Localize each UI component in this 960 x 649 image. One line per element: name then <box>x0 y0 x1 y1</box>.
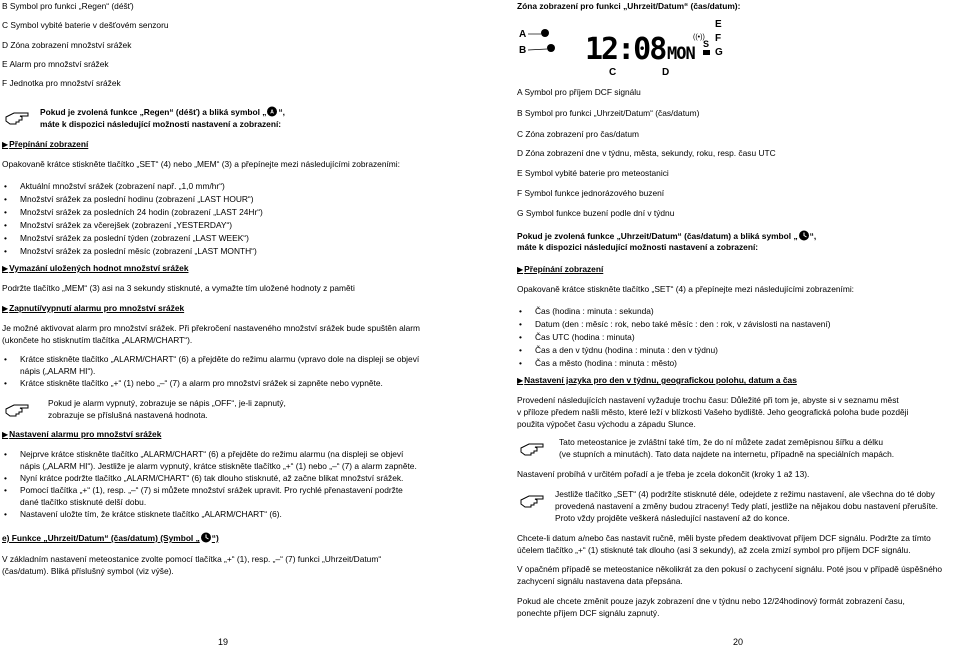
label-c: C <box>609 67 617 77</box>
legend-f: F Symbol funkce jednorázového buzení <box>517 188 665 198</box>
switch-item: • Čas a den v týdnu (hodina : minuta : den v týdnu) <box>535 345 718 356</box>
legend-e: E Alarm pro množství srážek <box>2 59 109 69</box>
label-b: B <box>519 45 527 56</box>
set-step-cont: dané tlačítko stisknuté delší dobu. <box>20 497 147 507</box>
search-text: zachycení signálu nastavena data přepsána. <box>517 576 683 586</box>
order-text: Nastavení probíhá v určitém pořadí a je třeba je zcela dokončit (kroky 1 až 13). <box>517 469 810 479</box>
switch-item: • Množství srážek za včerejšek (zobrazení „YESTERDAY“) <box>20 220 232 231</box>
section-alarm-toggle: ▶ Zapnutí/vypnutí alarmu pro množství srážek <box>2 303 184 315</box>
alarm-step-cont: nápis („ALARM HI“). <box>20 366 96 376</box>
clock-symbol-icon <box>200 532 212 543</box>
lcd-s: S <box>703 39 710 49</box>
set-step: • Nyní krátce podržte tlačítko „ALARM/CHART“ (6) tak dlouho stisknuté, až začne blikat množství srážek. <box>20 473 403 484</box>
set-step: • Nastavení uložte tím, že krátce stisknete tlačítko „ALARM/CHART“ (6). <box>20 509 282 520</box>
set-note: Jestliže tlačítko „SET“ (4) podržíte stisknuté déle, odejdete z režimu nastavení, ale všechna do té doby <box>555 489 935 499</box>
alarm-step: • Krátce stiskněte tlačítko „+“ (1) nebo „–“ (7) a alarm pro množství srážek si zapněte nebo vypněte. <box>20 378 383 389</box>
lcd-time: 12:08 <box>585 32 666 67</box>
alarm-text: Je možné aktivovat alarm pro množství srážek. Při překročení nastaveného množství srážek bude spuštěn alarm <box>2 323 421 333</box>
label-f: F <box>715 33 722 44</box>
legend-d: D Zóna zobrazení množství srážek <box>2 40 132 50</box>
clock-symbol-icon <box>798 230 810 241</box>
hold-text: Chcete-li datum a/nebo čas nastavit ručně, měli byste předem deaktivovat příjem DCF signálu. Podržte za tímto <box>517 533 931 543</box>
time-date-text-2: (čas/datum). Bliká příslušný symbol (viz výše). <box>2 566 174 576</box>
note-regen: Pokud je zvolená funkce „Regen“ (déšť) a bliká symbol „ A “, <box>40 107 285 117</box>
pointing-hand-icon <box>4 108 32 126</box>
time-date-text: V základním nastavení meteostanice zvolte pomocí tlačítka „+“ (1), resp. „–“ (7) funkci „Uhrzeit/Datum“ <box>2 554 382 564</box>
lang-text: Provedení následujících nastavení vyžaduje trochu času: Důležité při tom je, abyste si v seznamu měst <box>517 395 899 405</box>
label-a: A <box>519 29 527 40</box>
switch-item: • Aktuální množství srážek (zobrazení např. „1,0 mm/hr“) <box>20 181 225 192</box>
end-text: Pokud ale chcete změnit pouze jazyk zobrazení dne v týdnu nebo 12/24hodinový formát zobrazení času, <box>517 596 905 606</box>
set-step: • Nejprve krátce stiskněte tlačítko „ALARM/CHART“ (6) a přejděte do režimu alarmu (na displeji se objeví <box>20 449 403 460</box>
pointing-hand-icon <box>4 400 32 418</box>
alarm-note-2: zobrazuje se příslušná nastavená hodnota. <box>48 410 208 420</box>
page-number: 20 <box>733 637 744 647</box>
lang-text: použita výpočet času východu a západu Slunce. <box>517 419 696 429</box>
svg-text:A: A <box>270 109 275 116</box>
switch-item: • Množství srážek za poslední hodinu (zobrazení „LAST HOUR“) <box>20 194 254 205</box>
search-text: V opačném případě se meteostanice několikrát za den pokusí o zachycení signálu. Poté jsou v případě úspěšného <box>517 564 943 574</box>
lcd-day: MON <box>667 44 695 64</box>
clear-instructions: Podržte tlačítko „MEM“ (3) asi na 3 sekundy stisknuté, a vymažte tím uložené hodnoty z paměti <box>2 283 355 293</box>
set-step-cont: nápis („ALARM HI“). Jestliže je alarm vypnutý, krátce stiskněte tlačítko „+“ (1) nebo „–“ (7) a alarm zapněte. <box>20 461 417 471</box>
legend-b: B Symbol pro funkci „Uhrzeit/Datum“ (čas/datum) <box>517 108 700 118</box>
alarm-note: Pokud je alarm vypnutý, zobrazuje se nápis „OFF“, je-li zapnutý, <box>48 398 286 408</box>
pointing-hand-icon <box>519 491 547 509</box>
switch-item: • Čas UTC (hodina : minuta) <box>535 332 635 343</box>
pointing-hand-icon <box>519 439 547 457</box>
legend-f: F Jednotka pro množství srážek <box>2 78 121 88</box>
label-g: G <box>715 47 723 58</box>
legend-b: B Symbol pro funkci „Regen“ (déšť) <box>2 1 134 11</box>
alarm-step: • Krátce stiskněte tlačítko „ALARM/CHART“ (6) a přejděte do režimu alarmu (vpravo dole na displeji se objeví <box>20 354 419 365</box>
note-time-date-2: máte k dispozici následující možnosti nastavení a zobrazení: <box>517 242 759 252</box>
legend-a: A Symbol pro příjem DCF signálu <box>517 87 641 97</box>
alarm-text-2: (ukončete ho stisknutím tlačítka „ALARM/CHART“). <box>2 335 193 345</box>
page-number: 19 <box>218 637 229 647</box>
legend-e: E Symbol vybité baterie pro meteostanici <box>517 168 669 178</box>
note-regen-line2: máte k dispozici následující možnosti nastavení a zobrazení: <box>40 119 282 129</box>
set-note: Proto vždy projděte veškerá následující nastavení až do konce. <box>555 513 790 523</box>
note-time-date: Pokud je zvolená funkce „Uhrzeit/Datum“ (čas/datum) a bliká symbol „ “, <box>517 231 817 241</box>
clock-icon <box>547 44 555 52</box>
switch-item: • Čas a město (hodina : minuta : město) <box>535 358 677 369</box>
switch-item: • Množství srážek za posledních 24 hodin (zobrazení „LAST 24Hr“) <box>20 207 263 218</box>
legend-c: C Zóna zobrazení pro čas/datum <box>517 129 639 139</box>
end-text: ponechte příjem DCF signálu zapnutý. <box>517 608 660 618</box>
lcd-display-diagram <box>517 15 727 77</box>
set-step: • Pomocí tlačítka „+“ (1), resp. „–“ (7) si můžete množství srážek upravit. Pro rychlé přenastavení podržte <box>20 485 403 496</box>
legend-d: D Zóna zobrazení dne v týdnu, města, sekundy, roku, resp. času UTC <box>517 148 776 158</box>
set-note: provedená nastavení a změny budou ztraceny! Tedy platí, jestliže na nějakou dobu nastavení přerušíte. <box>555 501 939 511</box>
section-switch-display: ▶ Přepínání zobrazení <box>517 264 603 276</box>
umbrella-symbol-icon <box>266 106 278 117</box>
hold-text: účelem tlačítko „+“ (1) stisknuté tak dlouho (asi 3 sekundy), až zcela zmizí symbol pro příjem DCF signálu. <box>517 545 911 555</box>
switch-item: • Čas (hodina : minuta : sekunda) <box>535 306 654 317</box>
section-time-date: e) Funkce „Uhrzeit/Datum“ (čas/datum) (Symbol „ “) <box>2 533 219 543</box>
legend-c: C Symbol vybité baterie v dešťovém senzoru <box>2 20 169 30</box>
label-e: E <box>715 19 722 30</box>
switch-instructions: Opakovaně krátce stiskněte tlačítko „SET“ (4) nebo „MEM“ (3) a přepínejte mezi následujícími zobrazeními: <box>2 159 400 169</box>
switch-item: • Datum (den : měsíc : rok, nebo také měsíc : den : rok, v závislosti na nastavení) <box>535 319 831 330</box>
lang-text: v příloze předem našli město, které leží v blízkosti Vašeho bydliště. Jeho geografická poloha bude později <box>517 407 909 417</box>
section-alarm-set: ▶ Nastavení alarmu pro množství srážek <box>2 429 161 441</box>
label-d: D <box>662 67 670 77</box>
switch-item: • Množství srážek za poslední měsíc (zobrazení „LAST MONTH“) <box>20 246 257 257</box>
coords-note: Tato meteostanice je zvláštní také tím, že do ní můžete zadat zeměpisnou šířku a délku <box>559 437 883 447</box>
dcf-tower-icon <box>541 29 549 37</box>
switch-item: • Množství srážek za poslední týden (zobrazení „LAST WEEK“) <box>20 233 249 244</box>
lcd-dcf: ((•)) <box>693 34 705 41</box>
battery-icon <box>703 50 710 55</box>
section-clear-values: ▶ Vymazání uložených hodnot množství srážek <box>2 263 188 275</box>
coords-note: (ve stupních a minutách). Tato data najdete na internetu, případně na speciálních mapách. <box>559 449 895 459</box>
section-switch-display: ▶ Přepínání zobrazení <box>2 139 88 151</box>
display-zone-heading: Zóna zobrazení pro funkci „Uhrzeit/Datum“ (čas/datum): <box>517 1 741 11</box>
section-language: ▶ Nastavení jazyka pro den v týdnu, geografickou polohu, datum a čas <box>517 375 797 387</box>
switch-instructions: Opakovaně krátce stiskněte tlačítko „SET“ (4) a přepínejte mezi následujícími zobrazeními: <box>517 284 855 294</box>
legend-g: G Symbol funkce buzení podle dní v týdnu <box>517 208 675 218</box>
